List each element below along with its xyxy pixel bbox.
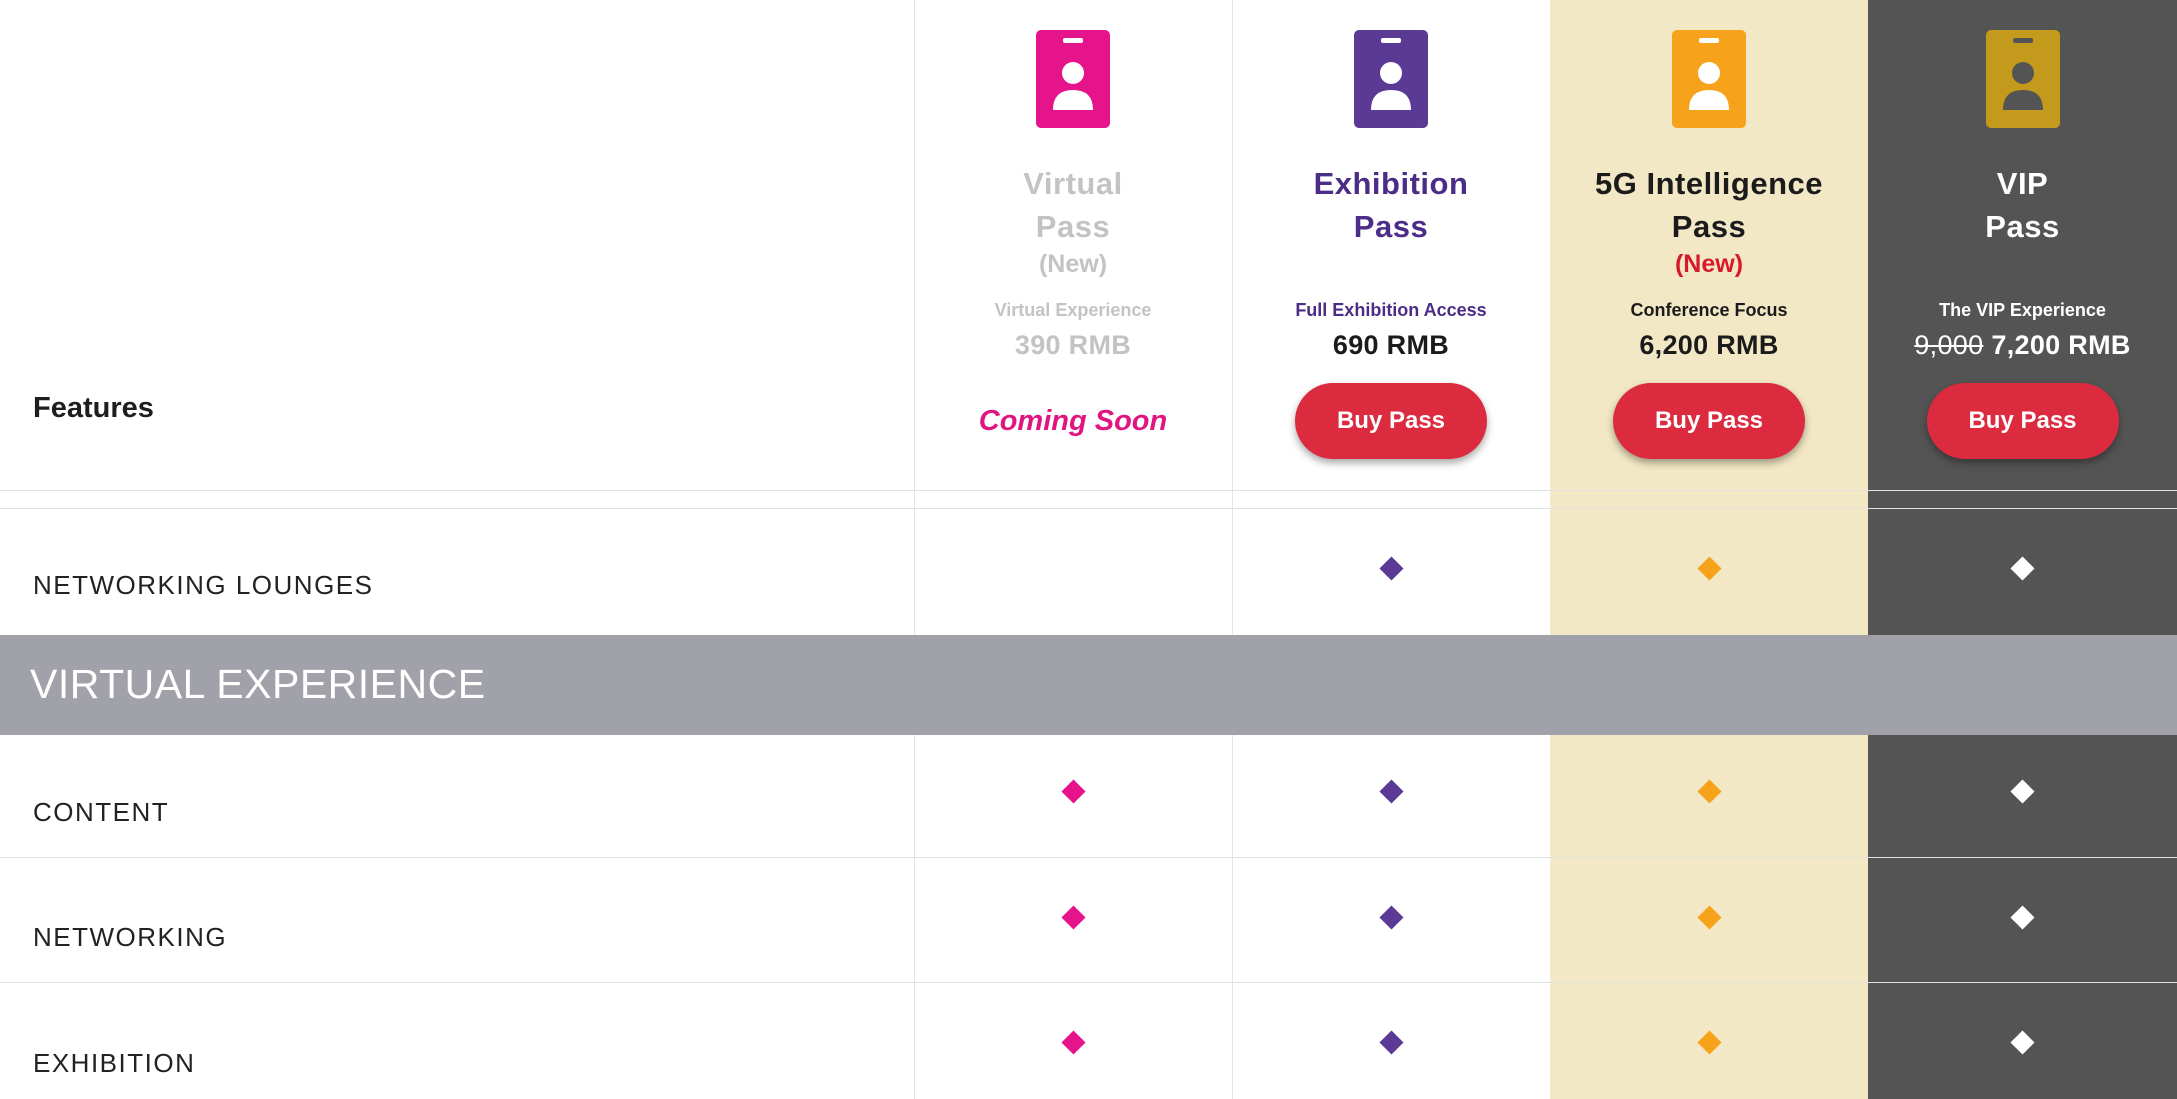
buy-pass-button[interactable]: Buy Pass [1927,383,2119,459]
included-diamond-icon [1061,1030,1085,1054]
pass-title [1868,162,2177,248]
pass-price: 6,200 RMB [1639,330,1779,360]
badge-icon [1672,30,1746,128]
included-diamond-icon [1061,779,1085,803]
pass-column-vip [1868,0,2177,490]
pass-title [1550,162,1868,248]
pass-title-line: VIP [1996,166,2049,201]
row-divider [0,508,2177,509]
badge-icon [1986,30,2060,128]
pass-title [1232,162,1550,248]
discounted-price: 7,200 RMB [1991,330,2131,360]
new-tag: (New) [1674,250,1744,278]
buy-pass-button[interactable]: Buy Pass [1613,383,1805,459]
pass-title-line: Exhibition [1313,166,1469,201]
included-diamond-icon [1379,905,1403,929]
new-tag: (New) [1038,250,1108,278]
badge-icon [1036,30,1110,128]
features-heading: Features [33,392,154,424]
row-divider [0,982,2177,983]
pass-title-line: Pass [1671,209,1747,244]
coming-soon-label: Coming Soon [978,405,1168,437]
row-divider [0,490,2177,491]
pass-subtitle: Virtual Experience [994,300,1152,320]
pass-title-line: Pass [1985,209,2060,244]
pass-title-line: Virtual [1023,166,1123,201]
feature-label: NETWORKING [33,922,228,952]
included-diamond-icon [1379,779,1403,803]
pass-column-virtual [914,0,1232,490]
section-title: VIRTUAL EXPERIENCE [30,661,486,707]
pass-subtitle: Full Exhibition Access [1295,300,1487,320]
section-header-bar [0,635,2177,735]
badge-icon [1354,30,1428,128]
pass-price: 690 RMB [1332,330,1450,360]
pass-column-5g-intelligence [1550,0,1868,490]
pass-price [1868,330,2177,361]
original-price: 9,000 [1914,330,1984,360]
included-diamond-icon [1061,905,1085,929]
pass-title-line: 5G Intelligence [1594,166,1823,201]
pass-column-exhibition [1232,0,1550,490]
pass-title-line: Pass [1353,209,1429,244]
feature-label: NETWORKING LOUNGES [33,570,374,600]
pass-title-line: Pass [1035,209,1111,244]
included-diamond-icon [1379,556,1403,580]
pass-subtitle: The VIP Experience [1939,300,2106,320]
feature-label: EXHIBITION [33,1048,196,1078]
buy-pass-button[interactable]: Buy Pass [1295,383,1487,459]
pass-subtitle: Conference Focus [1630,300,1788,320]
pass-title [914,162,1232,248]
included-diamond-icon [1379,1030,1403,1054]
row-divider [0,857,2177,858]
feature-label: CONTENT [33,797,170,827]
pass-price: 390 RMB [1014,330,1132,360]
